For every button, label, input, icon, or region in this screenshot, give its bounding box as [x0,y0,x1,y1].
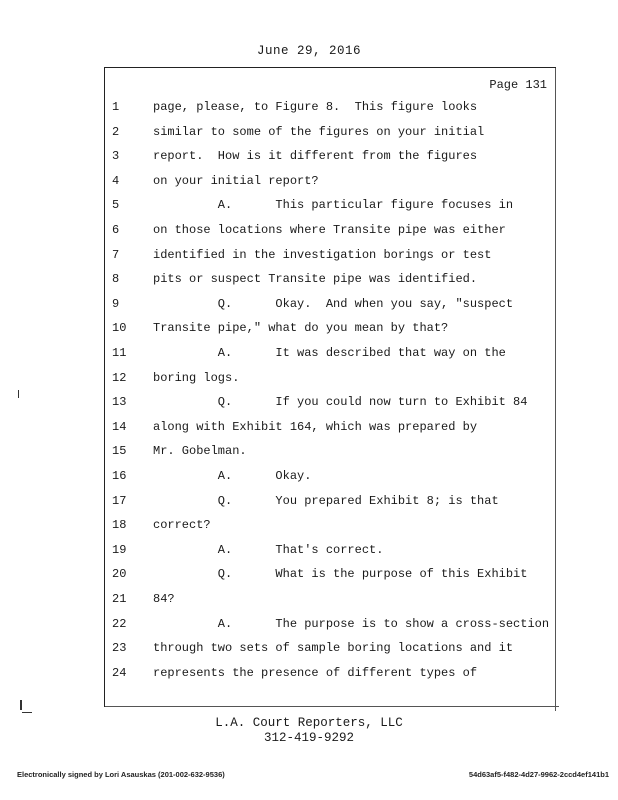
transcript-line [104,592,564,616]
line-text: Q. What is the purpose of this Exhibit [153,567,528,582]
line-number: 22 [112,616,127,631]
line-text: Q. You prepared Exhibit 8; is that [153,493,499,508]
line-number: 23 [112,641,127,656]
line-number: 10 [112,321,127,336]
line-text: Q. If you could now turn to Exhibit 84 [153,395,528,410]
scan-speck [22,712,32,713]
line-number: 20 [112,567,127,582]
transcript-line [104,149,564,173]
line-text: page, please, to Figure 8. This figure looks [153,100,478,114]
line-number: 18 [112,518,127,533]
line-text: identified in the investigation borings or test [153,247,492,262]
line-number: 21 [112,592,127,606]
line-number: 15 [112,444,127,459]
line-number: 14 [112,419,127,434]
line-text: A. It was described that way on the [153,346,506,360]
scan-speck [18,390,19,398]
line-text: A. This particular figure focuses in [153,198,514,213]
transcript-line [104,100,564,124]
line-number: 19 [112,542,127,557]
line-text: A. The purpose is to show a cross-section [153,616,550,631]
transcript-line [104,371,564,395]
line-number: 6 [112,223,120,237]
transcript-line [104,444,564,468]
line-number: 16 [112,469,127,483]
transcript-line [104,666,564,690]
line-text: A. That's correct. [153,542,384,557]
transcript-line [104,346,564,370]
line-number: 8 [112,272,120,287]
transcript-line [104,395,564,419]
transcript-line [104,494,564,518]
transcript-line [104,641,564,665]
line-number: 13 [112,395,127,410]
transcript-line [104,248,564,272]
line-text: on those locations where Transite pipe was either [153,223,506,237]
line-text: correct? [153,518,211,533]
transcript-line [104,543,564,567]
line-number: 7 [112,247,120,262]
reporter-phone: 312-419-9292 [263,731,354,745]
transcript-line [104,617,564,641]
reporter-company: L.A. Court Reporters, LLC [215,716,403,730]
line-text: Transite pipe," what do you mean by that? [153,321,449,336]
transcript-line [104,223,564,247]
line-text: pits or suspect Transite pipe was identified. [153,272,478,287]
line-number: 5 [112,198,120,213]
transcript-line [104,518,564,542]
transcript-date: June 29, 2016 [256,44,362,58]
line-text: Mr. Gobelman. [153,444,247,459]
line-text: similar to some of the figures on your initial [153,124,485,139]
line-text: report. How is it different from the figures [153,149,478,164]
line-text: Q. Okay. And when you say, "suspect [153,296,514,311]
line-number: 17 [112,493,127,508]
line-text: 84? [153,592,175,606]
transcript-line [104,272,564,296]
line-text: through two sets of sample boring locations and it [153,641,514,656]
scan-speck [20,700,22,710]
transcript-line [104,567,564,591]
line-number: 2 [112,124,120,139]
line-text: along with Exhibit 164, which was prepared by [153,419,478,434]
line-number: 12 [112,370,127,385]
transcript-line [104,297,564,321]
line-text: boring logs. [153,370,240,385]
line-number: 1 [112,100,120,114]
line-number: 24 [112,665,127,680]
line-text: A. Okay. [153,469,312,483]
line-text: on your initial report? [153,173,319,188]
transcript-line [104,174,564,198]
line-number: 11 [112,346,127,360]
line-number: 9 [112,296,120,311]
document-id: 54d63af5-f482-4d27-9962-2ccd4ef141b1 [468,770,609,779]
line-text: represents the presence of different types of [153,665,478,680]
transcript-line [104,321,564,345]
page-number: Page 131 [489,78,547,92]
transcript-line [104,420,564,444]
transcript-line [104,198,564,222]
line-number: 4 [112,173,120,188]
line-number: 3 [112,149,120,164]
transcript-line [104,125,564,149]
transcript-line [104,469,564,493]
electronic-signature-note: Electronically signed by Lori Asauskas (201-002-632-9536) [17,770,225,779]
frame-shadow-bottom [105,706,559,711]
